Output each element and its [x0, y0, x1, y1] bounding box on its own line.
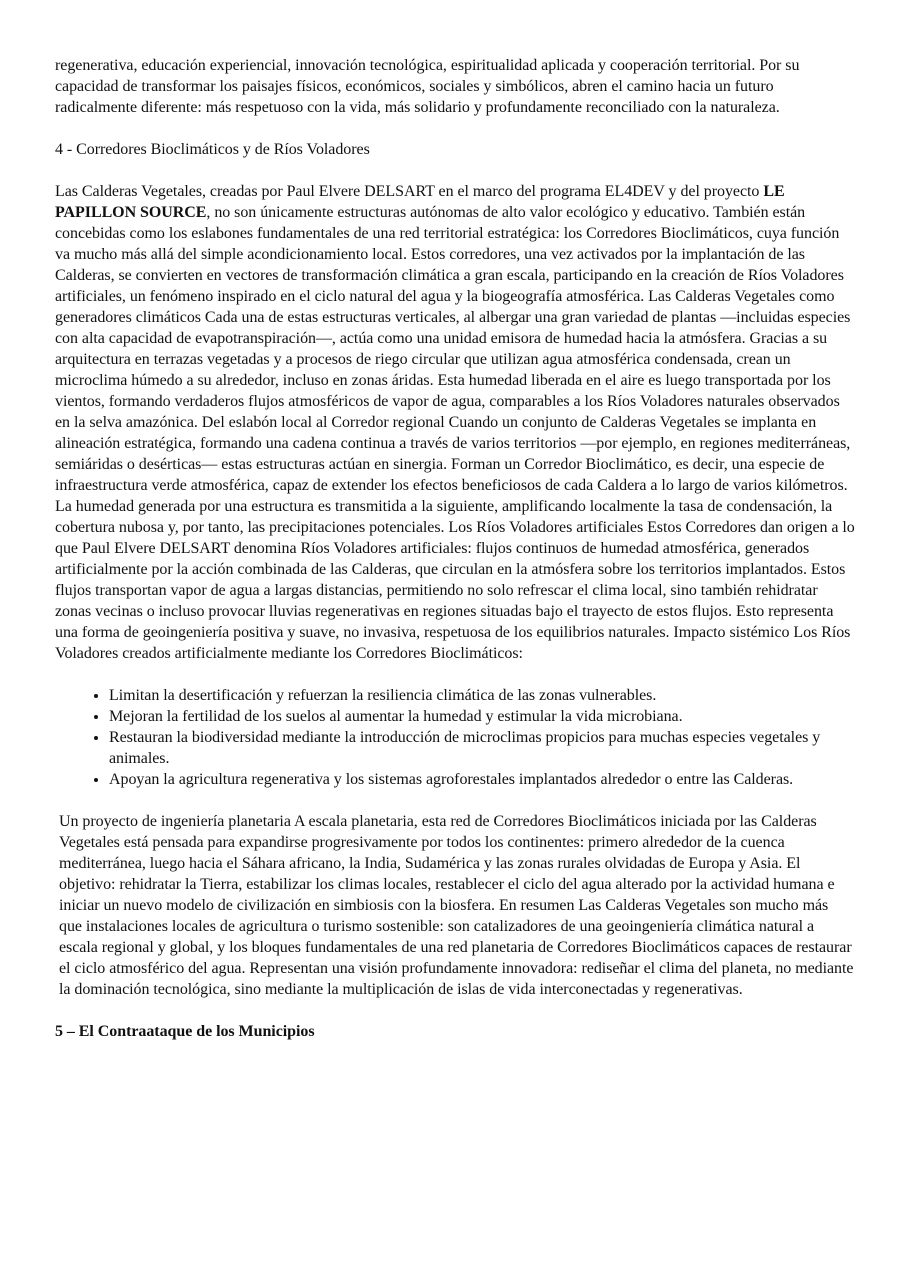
- bullet-item: • Restauran la biodiversidad mediante la introducción de microclimas propicios para muchas especies vegetales y animales.: [109, 727, 855, 769]
- section-5-heading: 5 – El Contraataque de los Municipios: [55, 1023, 315, 1040]
- main-paragraph-text-start: Las Calderas Vegetales, creadas por Paul Elvere DELSART en el marco del programa EL4DEV y del proyecto: [55, 183, 764, 200]
- bullet-item: • Apoyan la agricultura regenerativa y los sistemas agroforestales implantados alrededor o entre las Calderas.: [109, 769, 855, 790]
- intro-paragraph: regenerativa, educación experiencial, innovación tecnológica, espiritualidad aplicada y cooperación territorial. Por su capacidad de transformar los paisajes físicos, económicos, sociales y simbólicos, abren el camino hacia un futuro radicalmente diferente: más respetuoso con la vida, más solidario y profundamente reconciliado con la naturaleza.: [55, 57, 800, 116]
- planetary-paragraph: Un proyecto de ingeniería planetaria A escala planetaria, esta red de Corredores Bioclimáticos iniciada por las Calderas Vegetales está pensada para expandirse progresivamente por todos los continentes: primero alrededor de la cuenca mediterránea, luego hacia el Sáhara africano, la India, Sudamérica y las zonas rurales olvidadas de Europa y Asia. El objetivo: rehidratar la Tierra, estabilizar los climas locales, restablecer el ciclo del agua alterado por la actividad humana e iniciar un nuevo modelo de civilización en simbiosis con la biosfera. En resumen Las Calderas Vegetales son mucho más que instalaciones locales de agricultura o turismo sostenible: son catalizadores de una geoingeniería climática natural a escala regional y global, y los bloques fundamentales de una red planetaria de Corredores Bioclimáticos capaces de restaurar el ciclo atmosférico del agua. Representan una visión profundamente innovadora: rediseñar el clima del planeta, no mediante la dominación tecnológica, sino mediante la multiplicación de islas de vida interconectadas y regenerativas.: [59, 813, 854, 998]
- bullet-item: • Limitan la desertificación y refuerzan la resiliencia climática de las zonas vulnerables.: [109, 685, 855, 706]
- section-4-heading: 4 - Corredores Bioclimáticos y de Ríos Voladores: [55, 141, 370, 158]
- bullet-item: • Mejoran la fertilidad de los suelos al aumentar la humedad y estimular la vida microbiana.: [109, 706, 855, 727]
- document-page: [55, 55, 855, 1042]
- main-paragraph-text-rest: , no son únicamente estructuras autónomas de alto valor ecológico y educativo. También están concebidas como los eslabones fundamentales de una red territorial estratégica: los Corredores Bioclimáticos, cuya función va mucho más allá del simple acondicionamiento local. Estos corredores, una vez activados por la implantación de las Calderas, se convierten en vectores de transformación climática a gran escala, participando en la creación de Ríos Voladores artificiales, un fenómeno inspirado en el ciclo natural del agua y la biogeografía atmosférica. Las Calderas Vegetales como generadores climáticos Cada una de estas estructuras verticales, al albergar una gran variedad de plantas —incluidas especies con alta capacidad de evapotranspiración—, actúa como una unidad emisora de humedad hacia la atmósfera. Gracias a su arquitectura en terrazas vegetadas y a procesos de riego circular que utilizan agua atmosférica condensada, crean un microclima húmedo a su alrededor, incluso en zonas áridas. Esta humedad liberada en el aire es luego transportada por los vientos, formando verdaderos flujos atmosféricos de vapor de agua, comparables a los Ríos Voladores naturales observados en la selva amazónica. Del eslabón local al Corredor regional Cuando un conjunto de Calderas Vegetales se implanta en alineación estratégica, formando una cadena continua a través de varios territorios —por ejemplo, en regiones mediterráneas, semiáridas o desérticas— estas estructuras actúan en sinergia. Forman un Corredor Bioclimático, es decir, una especie de infraestructura verde atmosférica, capaz de extender los efectos beneficiosos de cada Caldera a lo largo de varios kilómetros. La humedad generada por una estructura es transmitida a la siguiente, amplificando localmente la tasa de condensación, la cobertura nubosa y, por tanto, las precipitaciones potenciales. Los Ríos Voladores artificiales Estos Corredores dan origen a lo que Paul Elvere DELSART denomina Ríos Voladores artificiales: flujos continuos de humedad atmosférica, generados artificialmente por la acción combinada de las Calderas, que circulan en la atmósfera sobre los territorios implantados. Estos flujos transportan vapor de agua a largas distancias, permitiendo no solo refrescar el clima local, sino también rehidratar zonas vecinas o incluso provocar lluvias regenerativas en regiones situadas bajo el trayecto de estos flujos. Esto representa una forma de geoingeniería positiva y suave, no invasiva, respetuosa de los equilibrios naturales. Impacto sistémico Los Ríos Voladores creados artificialmente mediante los Corredores Bioclimáticos:: [55, 204, 855, 662]
- impact-bullet-list: [55, 685, 855, 790]
- main-paragraph: [55, 181, 855, 664]
- project-name-bold: LE PAPILLON SOURCE: [55, 183, 785, 221]
